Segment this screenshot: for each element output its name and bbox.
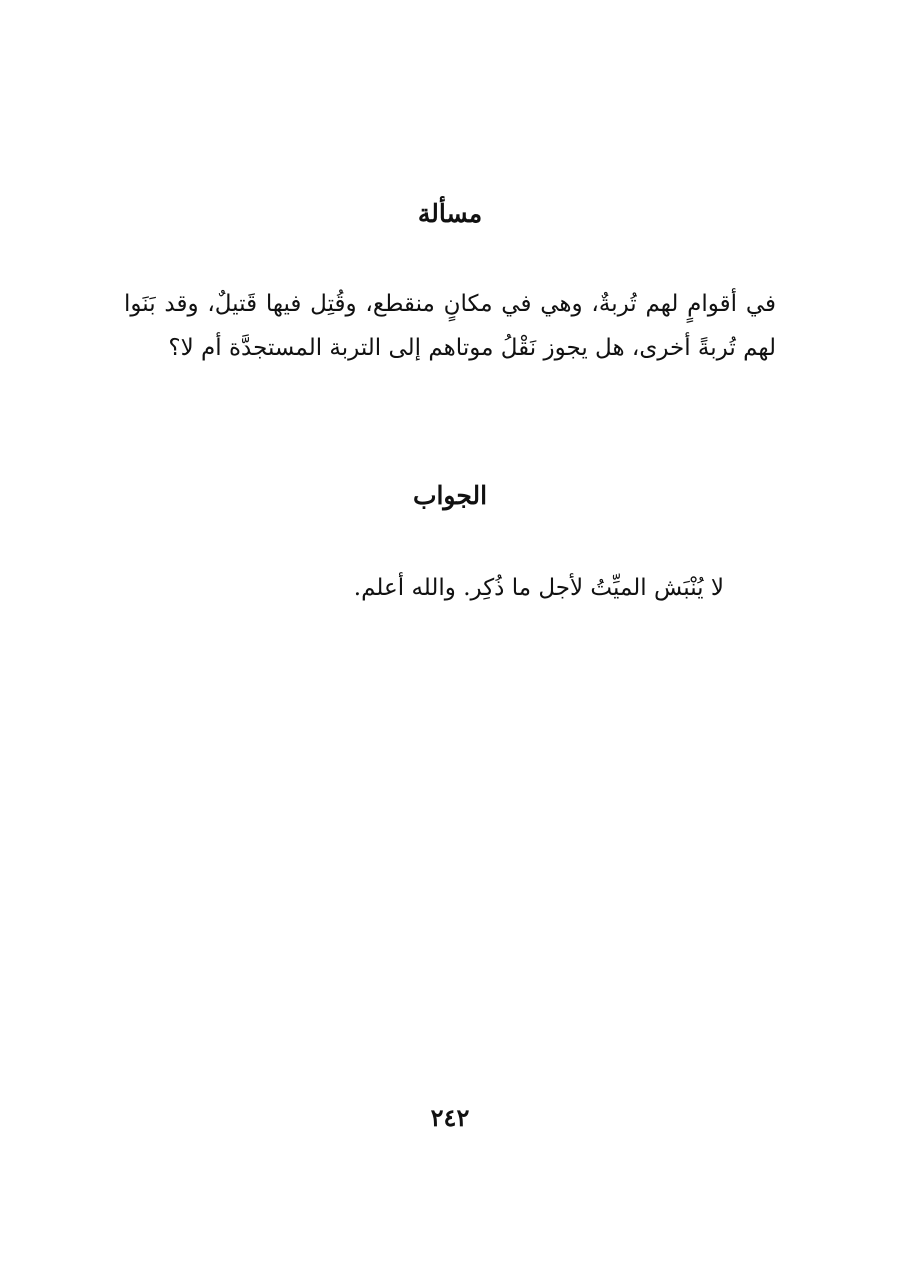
- page-number: ٢٤٢: [430, 1103, 470, 1132]
- answer-paragraph: لا يُنْبَش الميِّتُ لأجل ما ذُكِر. والله أعلم.: [353, 575, 724, 601]
- question-heading: مسألة: [417, 199, 483, 228]
- question-paragraph: في أقوامٍ لهم تُربةٌ، وهي في مكانٍ منقطع، وقُتِل فيها قَتيلٌ، وقد بَنَوا لهم تُربةً أخرى، هل يجوز نَقْلُ موتاهم إلى التربة المستجدَّة أم لا؟: [124, 291, 776, 361]
- answer-heading: الجواب: [412, 481, 488, 510]
